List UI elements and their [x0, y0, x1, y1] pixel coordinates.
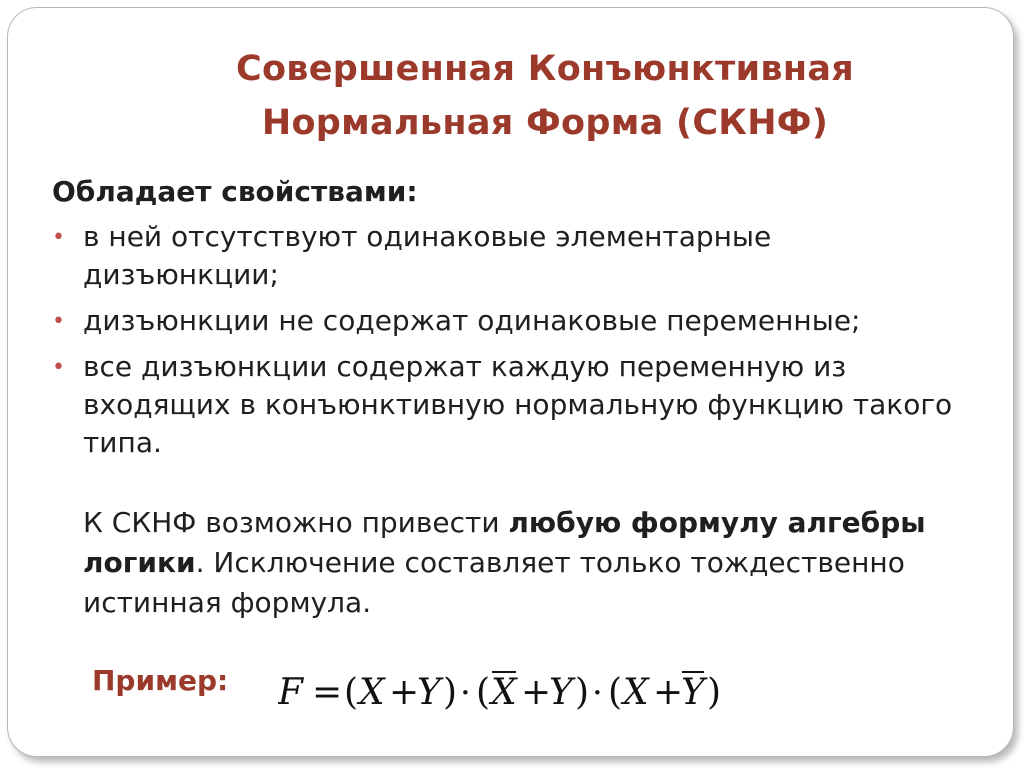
property-text: в ней отсутствуют одинаковые элементарные дизъюнкции;: [83, 220, 772, 291]
list-item: [52, 348, 972, 462]
title-line-2: Нормальная Форма (СКНФ): [261, 103, 829, 143]
formula-variable-x: X: [491, 672, 517, 713]
bullet-icon: •: [52, 309, 65, 334]
formula-close-paren: ): [707, 672, 722, 713]
formula-close-paren: ): [443, 672, 458, 713]
formula-variable-x: X: [623, 672, 649, 713]
title-line-1: Совершенная Конъюнктивная: [235, 49, 855, 89]
slide-title: [110, 42, 980, 150]
example-label: Пример:: [92, 664, 229, 697]
paragraph-text-1: К СКНФ возможно привести: [83, 506, 509, 539]
formula-plus-sign: +: [521, 672, 552, 713]
list-item: [52, 302, 972, 340]
formula-plus-sign: +: [653, 672, 684, 713]
formula-dot: ·: [592, 673, 603, 713]
formula-variable-f: F: [278, 672, 303, 713]
bullet-icon: •: [52, 225, 65, 250]
properties-heading: Обладает свойствами:: [52, 175, 418, 208]
slide-body: [52, 170, 972, 623]
formula-variable-x: X: [359, 672, 385, 713]
example-row: [92, 662, 972, 722]
example-formula: [278, 662, 798, 722]
formula-open-paren: (: [608, 672, 623, 713]
conversion-paragraph: [83, 503, 972, 623]
property-text: все дизъюнкции содержат каждую переменную из входящих в конъюнктивную нормальную функцию такого типа.: [83, 350, 953, 459]
paragraph-text-2: . Исключение составляет только тождественно истинная формула.: [83, 546, 905, 619]
formula-plus-sign: +: [389, 672, 420, 713]
property-text: дизъюнкции не содержат одинаковые переменные;: [83, 304, 861, 337]
bullet-icon: •: [52, 355, 65, 380]
properties-list: [52, 218, 972, 462]
formula-dot: ·: [460, 673, 471, 713]
list-item: [52, 218, 972, 294]
formula-equals-sign: =: [312, 672, 343, 713]
formula-variable-y: Y: [681, 672, 705, 713]
formula-variable-y: Y: [417, 672, 441, 713]
formula-open-paren: (: [476, 672, 491, 713]
formula-open-paren: (: [344, 672, 359, 713]
paragraph-bold-text: любую формулу алгебры логики: [83, 506, 926, 579]
formula-variable-y: Y: [549, 672, 573, 713]
formula-close-paren: ): [575, 672, 590, 713]
